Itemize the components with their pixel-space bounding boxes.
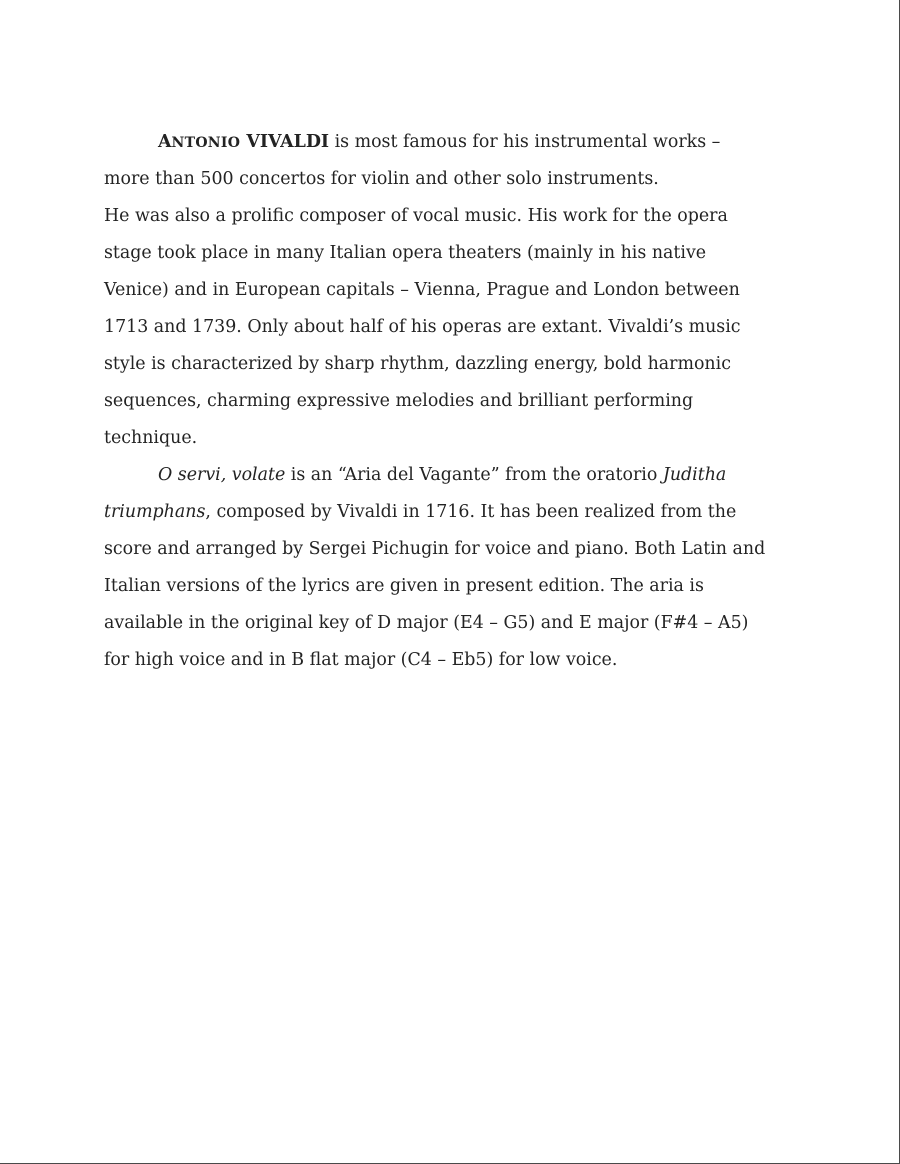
paragraph-line (104, 124, 804, 161)
paragraph-line: score and arranged by Sergei Pichugin for voice and piano. Both Latin and (104, 539, 766, 559)
paragraph-line: stage took place in many Italian opera theaters (mainly in his native (104, 243, 707, 263)
aria-title: O servi, volate (158, 465, 286, 485)
paragraph-line: He was also a prolific composer of vocal music. His work for the opera (104, 206, 728, 226)
paragraph-line: available in the original key of D major (E4 – G5) and E major (F#4 – A5) (104, 613, 749, 633)
paragraph-line: for high voice and in B flat major (C4 – Eb5) for low voice. (104, 650, 618, 670)
paragraph-line: style is characterized by sharp rhythm, dazzling energy, bold harmonic (104, 354, 731, 374)
paragraph-composer-bio (104, 124, 804, 457)
paragraph-line: sequences, charming expressive melodies and brilliant performing (104, 391, 694, 411)
text-block (104, 124, 804, 679)
paragraph-text: is an “Aria del Vagante” from the oratorio (285, 465, 663, 485)
oratorio-title-part2: triumphans (104, 502, 206, 522)
paragraph-text: , composed by Vivaldi in 1716. It has been realized from the (205, 502, 737, 522)
paragraph-line (104, 457, 804, 494)
paragraph-line: technique. (104, 428, 198, 448)
paragraph-line: Italian versions of the lyrics are given in present edition. The aria is (104, 576, 704, 596)
paragraph-aria-description (104, 457, 804, 679)
paragraph-line: 1713 and 1739. Only about half of his operas are extant. Vivaldi’s music (104, 317, 741, 337)
paragraph-text: is most famous for his instrumental works – (329, 132, 721, 152)
composer-name-initial: A (158, 132, 172, 152)
paragraph-line: Venice) and in European capitals – Vienna, Prague and London between (104, 280, 740, 300)
oratorio-title-part1: Juditha (662, 465, 727, 485)
paragraph-line: more than 500 concertos for violin and other solo instruments. (104, 169, 659, 189)
paragraph-line (104, 494, 804, 531)
composer-name (158, 132, 329, 152)
composer-name-small-caps: NTONIO (171, 135, 241, 151)
composer-surname: VIVALDI (246, 132, 330, 152)
